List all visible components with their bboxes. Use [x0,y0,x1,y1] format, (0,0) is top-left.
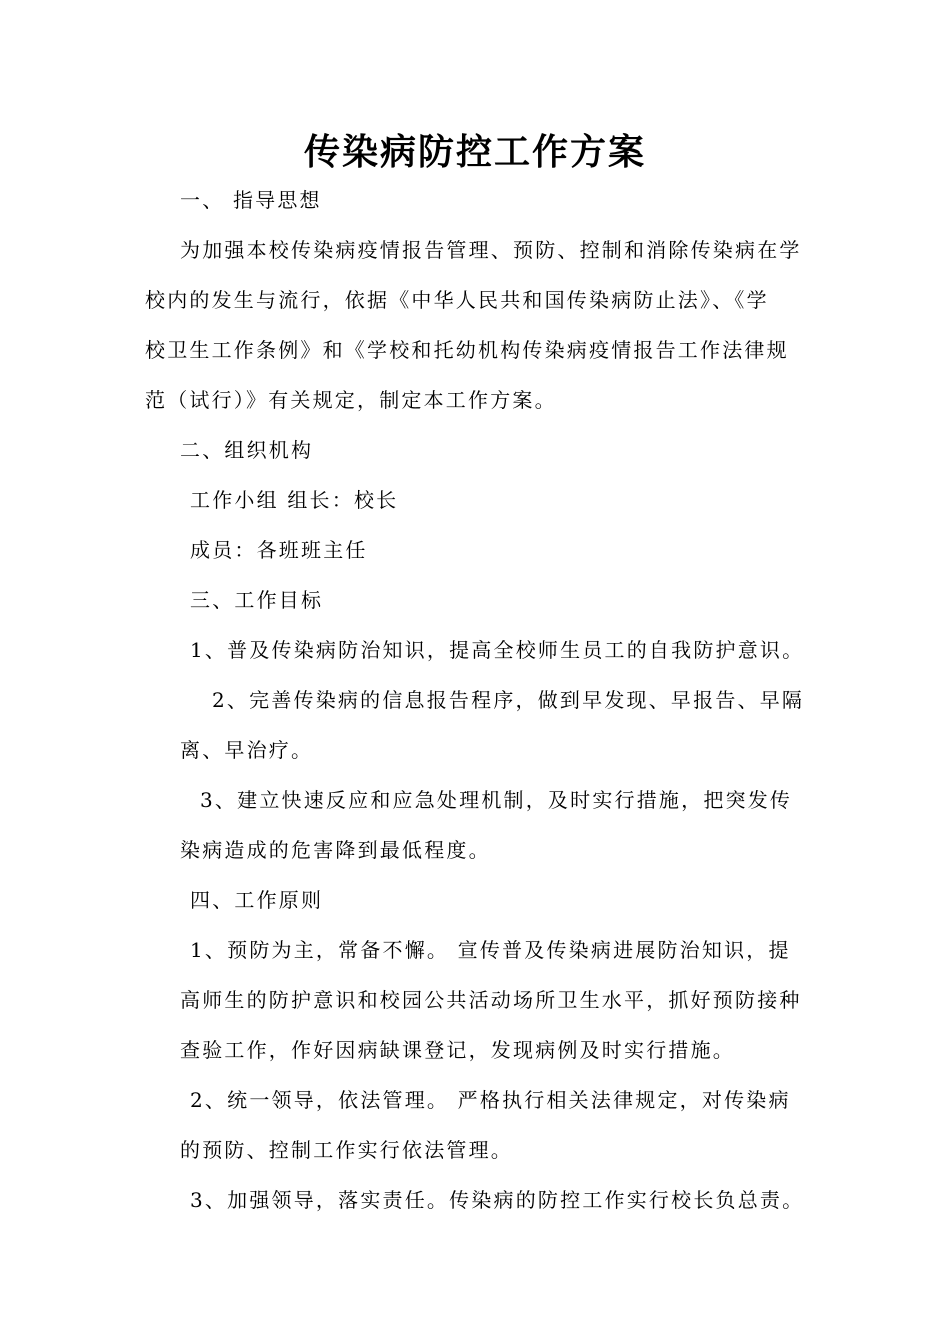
list-item-line: 染病造成的危害降到最低程度。 [180,838,491,862]
list-item-line: 2、统一领导，依法管理。 严格执行相关法律规定，对传染病 [190,1088,791,1112]
document-title: 传染病防控工作方案 [303,131,646,173]
paragraph-line: 范（试行）》有关规定，制定本工作方案。 [145,388,557,412]
paragraph-line: 为加强本校传染病疫情报告管理、预防、控制和消除传染病在学 [180,238,802,262]
paragraph-line: 成员：各班班主任 [190,538,368,562]
list-item-line: 的预防、控制工作实行依法管理。 [180,1138,513,1162]
section-heading-guiding-thought: 一、 指导思想 [180,188,322,212]
list-item-line: 离、早治疗。 [180,738,314,762]
section-heading-principles: 四、工作原则 [190,888,324,912]
list-item-line: 3、建立快速反应和应急处理机制，及时实行措施，把突发传 [200,788,793,812]
paragraph-line: 校内的发生与流行，依据《中华人民共和国传染病防止法》、《学 [145,288,769,312]
list-item-line: 查验工作，作好因病缺课登记，发现病例及时实行措施。 [180,1038,735,1062]
section-heading-goals: 三、工作目标 [190,588,324,612]
list-item-line: 高师生的防护意识和校园公共活动场所卫生水平，抓好预防接种 [180,988,802,1012]
list-item-line: 1、普及传染病防治知识，提高全校师生员工的自我防护意识。 [190,638,805,662]
list-item-line: 1、预防为主，常备不懈。 宣传普及传染病进展防治知识，提 [190,938,791,962]
list-item-line: 2、完善传染病的信息报告程序，做到早发现、早报告、早隔 [212,688,805,712]
section-heading-organization: 二、组织机构 [180,438,314,462]
paragraph-line: 工作小组 组长：校长 [190,488,399,512]
list-item-line: 3、加强领导，落实责任。传染病的防控工作实行校长负总责。 [190,1188,805,1212]
paragraph-line: 校卫生工作条例》和《学校和托幼机构传染病疫情报告工作法律规 [145,338,789,362]
